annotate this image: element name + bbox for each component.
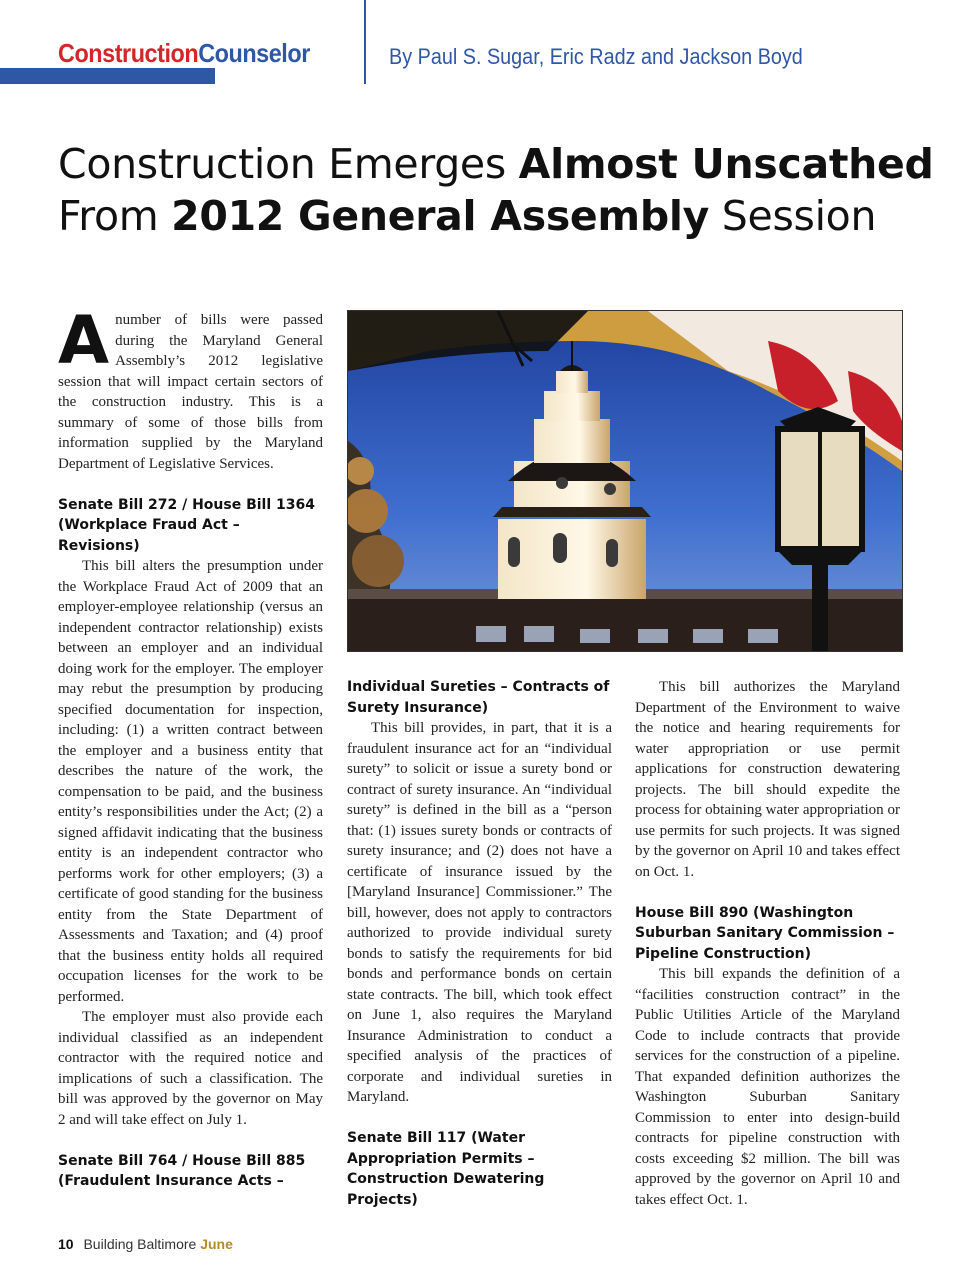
page-footer — [58, 1236, 233, 1252]
article-title — [58, 138, 934, 242]
title-l2-regular-a: From — [58, 192, 172, 240]
section-heading-sureties: Individual Sureties – Contracts of Surety Insurance) — [347, 679, 610, 716]
brand-part1: Construction — [58, 38, 199, 68]
section-heading-sb764: Senate Bill 764 / House Bill 885 (Fraudulent Insurance Acts – — [58, 1152, 306, 1189]
section-heading-sb272: Senate Bill 272 / House Bill 1364 (Workplace Fraud Act – Revisions) — [58, 496, 315, 554]
state-house-photo — [347, 310, 903, 652]
body-paragraph: This bill provides, in part, that it is a fraudulent insurance act for an “individual surety” to solicit or issue a surety bond or contract of surety insurance. An “individual surety” is defined in the bill as a “person that: (1) issues surety bonds or contracts of surety insurance; and (2) does not have a certificate of insurance issued by the [Maryland Insurance] Commissioner.” The bill, however, does not apply to contractors authorized to provide individual surety bonds to satisfy the requirements for bid bonds and performance bonds on certain state contracts. The bill, which took effect on June 1, also requires the Maryland Insurance Administration to conduct a specified analysis of the practices of corporate and individual sureties in Maryland. — [347, 720, 612, 1105]
publication-name: Building Baltimore — [83, 1236, 197, 1252]
intro-paragraph — [58, 302, 323, 474]
title-l2-bold: 2012 General Assembly — [171, 192, 710, 240]
brand-part2: Counselor — [198, 38, 310, 68]
title-l1-regular: Construction Emerges — [58, 140, 519, 188]
header-divider — [364, 0, 366, 84]
column-1 — [58, 302, 323, 1192]
byline: By Paul S. Sugar, Eric Radz and Jackson Boyd — [389, 44, 803, 69]
intro-text: number of bills were passed during the Maryland General Assembly’s 2012 legislative session that will impact certain sectors of the construction industry. This is a summary of some of those bills from information supplied by the Maryland Department of Legislative Services. — [58, 312, 323, 472]
issue-month: June — [200, 1236, 233, 1252]
body-paragraph: This bill alters the presumption under the Workplace Fraud Act of 2009 that an employer-employee relationship (versus an independent contractor relationship) exists between an employer and an individual doing work for the employer. The employer may rebut the presumption by producing specified documentation for inspection, including: (1) a written contract between the employer and a business entity that describes the nature of the work, the compensation to be paid, and the business entity’s responsibilities under the Act; (2) a signed affidavit indicating that the business entity is an independent contractor who performs work for other employers; (3) a certificate of good standing for the business entity from the State Department of Assessments and Taxation; and (4) proof that the business entity holds all required occupation licenses for the work to be performed. — [58, 558, 323, 1005]
section-heading-hb890: House Bill 890 (Washington Suburban Sanitary Commission – Pipeline Construction) — [635, 904, 895, 962]
column-2 — [347, 677, 612, 1210]
body-paragraph: This bill expands the definition of a “facilities construction contract” in the Public Utilities Article of the Maryland Code to include contracts that provide services for the construction of a pipeline. That expanded definition authorizes the Washington Suburban Sanitary Commission to enter into design-build contracts for pipeline construction with costs exceeding $2 million. The bill was approved by the governor on April 10 and takes effect Oct. 1. — [635, 966, 900, 1208]
column-3 — [635, 677, 900, 1210]
body-paragraph: This bill authorizes the Maryland Department of the Environment to waive the notice and hearing requirements for water appropriation or use permit applications for construction dewatering projects. The bill should expedite the process for obtaining water appropriation or use permits for such projects. It was signed by the governor on April 10 and takes effect on Oct. 1. — [635, 679, 900, 880]
title-l1-bold: Almost Unscathed — [518, 140, 934, 188]
column-brand — [58, 38, 310, 69]
drop-cap: A — [58, 302, 110, 379]
header-accent-bar — [0, 68, 215, 84]
title-l2-regular-b: Session — [709, 192, 877, 240]
page-number: 10 — [58, 1236, 74, 1252]
body-paragraph: The employer must also provide each individual classified as an independent contractor with the required notice and implications of such a classification. The bill was approved by the governor on May 2 and will take effect on July 1. — [58, 1009, 323, 1128]
section-heading-sb117: Senate Bill 117 (Water Appropriation Permits – Construction Dewatering Projects) — [347, 1130, 545, 1208]
